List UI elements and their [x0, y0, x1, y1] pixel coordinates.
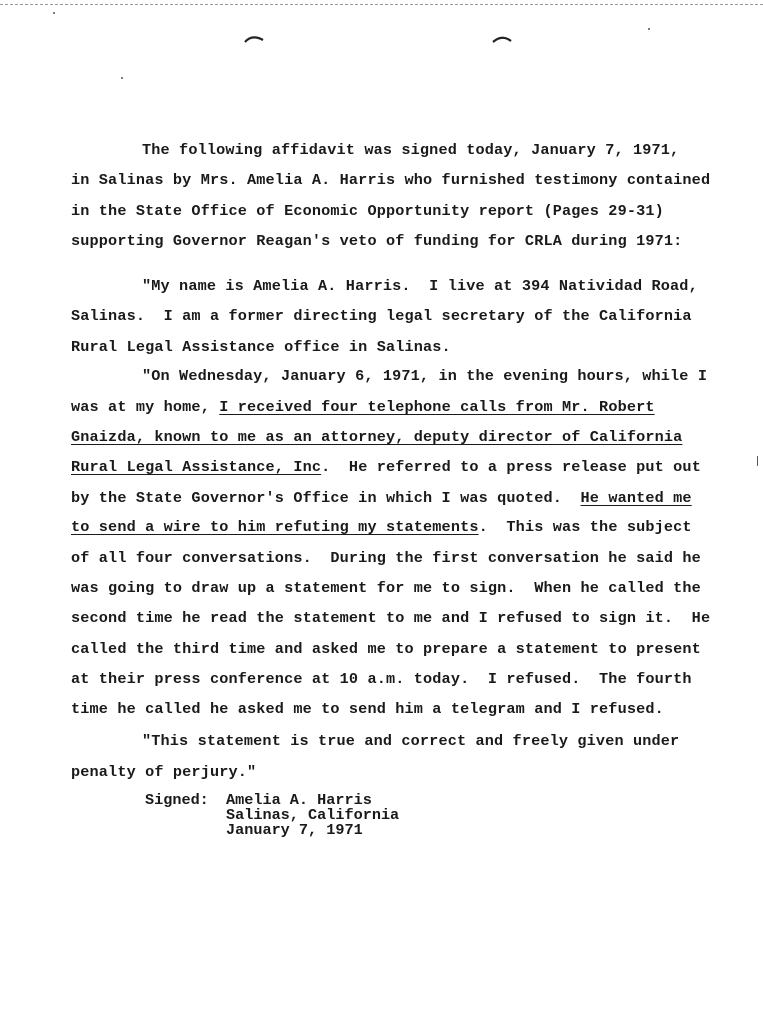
scan-speck — [648, 28, 650, 30]
underlined-text: He wanted me — [580, 489, 692, 507]
affidavit-line — [71, 398, 655, 416]
intro-line: in the State Office of Economic Opportunity report (Pages 29-31) — [71, 202, 664, 220]
affidavit-line: called the third time and asked me to prepare a statement to present — [71, 640, 701, 658]
intro-line: The following affidavit was signed today, January 7, 1971, — [142, 141, 680, 159]
affidavit-line: penalty of perjury." — [71, 763, 257, 781]
signature-label: Signed: — [145, 791, 209, 809]
scan-speck — [757, 456, 758, 466]
text-span: . This was the subject — [478, 518, 692, 536]
affidavit-line: "This statement is true and correct and freely given under — [142, 732, 680, 750]
underlined-text: to send a wire to him refuting my statements — [71, 518, 479, 536]
text-span: was at my home, — [71, 398, 220, 416]
text-span: by the State Governor's Office in which I was quoted. — [71, 489, 581, 507]
binding-mark-right — [492, 34, 512, 44]
underlined-text: Rural Legal Assistance, Inc — [71, 458, 322, 476]
affidavit-line: second time he read the statement to me and I refused to sign it. He — [71, 609, 711, 627]
affidavit-line: time he called he asked me to send him a telegram and I refused. — [71, 700, 664, 718]
scan-speck — [53, 12, 55, 14]
affidavit-line: "My name is Amelia A. Harris. I live at 394 Natividad Road, — [142, 277, 698, 295]
affidavit-line: "On Wednesday, January 6, 1971, in the evening hours, while I — [142, 367, 708, 385]
intro-line: in Salinas by Mrs. Amelia A. Harris who furnished testimony contained — [71, 171, 711, 189]
signature-date: January 7, 1971 — [226, 821, 363, 839]
affidavit-line: was going to draw up a statement for me to sign. When he called the — [71, 579, 701, 597]
affidavit-line: Rural Legal Assistance office in Salinas. — [71, 338, 451, 356]
text-span: . He referred to a press release put out — [321, 458, 701, 476]
underlined-line: Gnaizda, known to me as an attorney, deputy director of California — [71, 428, 683, 446]
affidavit-line: at their press conference at 10 a.m. today. I refused. The fourth — [71, 670, 692, 688]
affidavit-line: of all four conversations. During the first conversation he said he — [71, 549, 701, 567]
signature-location: Salinas, California — [226, 806, 400, 824]
affidavit-line: Salinas. I am a former directing legal secretary of the California — [71, 307, 692, 325]
underlined-text: I received four telephone calls from Mr. Robert — [219, 398, 655, 416]
signature-name: Amelia A. Harris — [226, 791, 372, 809]
affidavit-line — [71, 518, 692, 536]
intro-line: supporting Governor Reagan's veto of funding for CRLA during 1971: — [71, 232, 683, 250]
scan-speck — [121, 77, 123, 79]
affidavit-line — [71, 458, 701, 476]
affidavit-line — [71, 489, 692, 507]
top-perforation-line — [0, 4, 763, 5]
binding-mark-left — [244, 34, 264, 44]
